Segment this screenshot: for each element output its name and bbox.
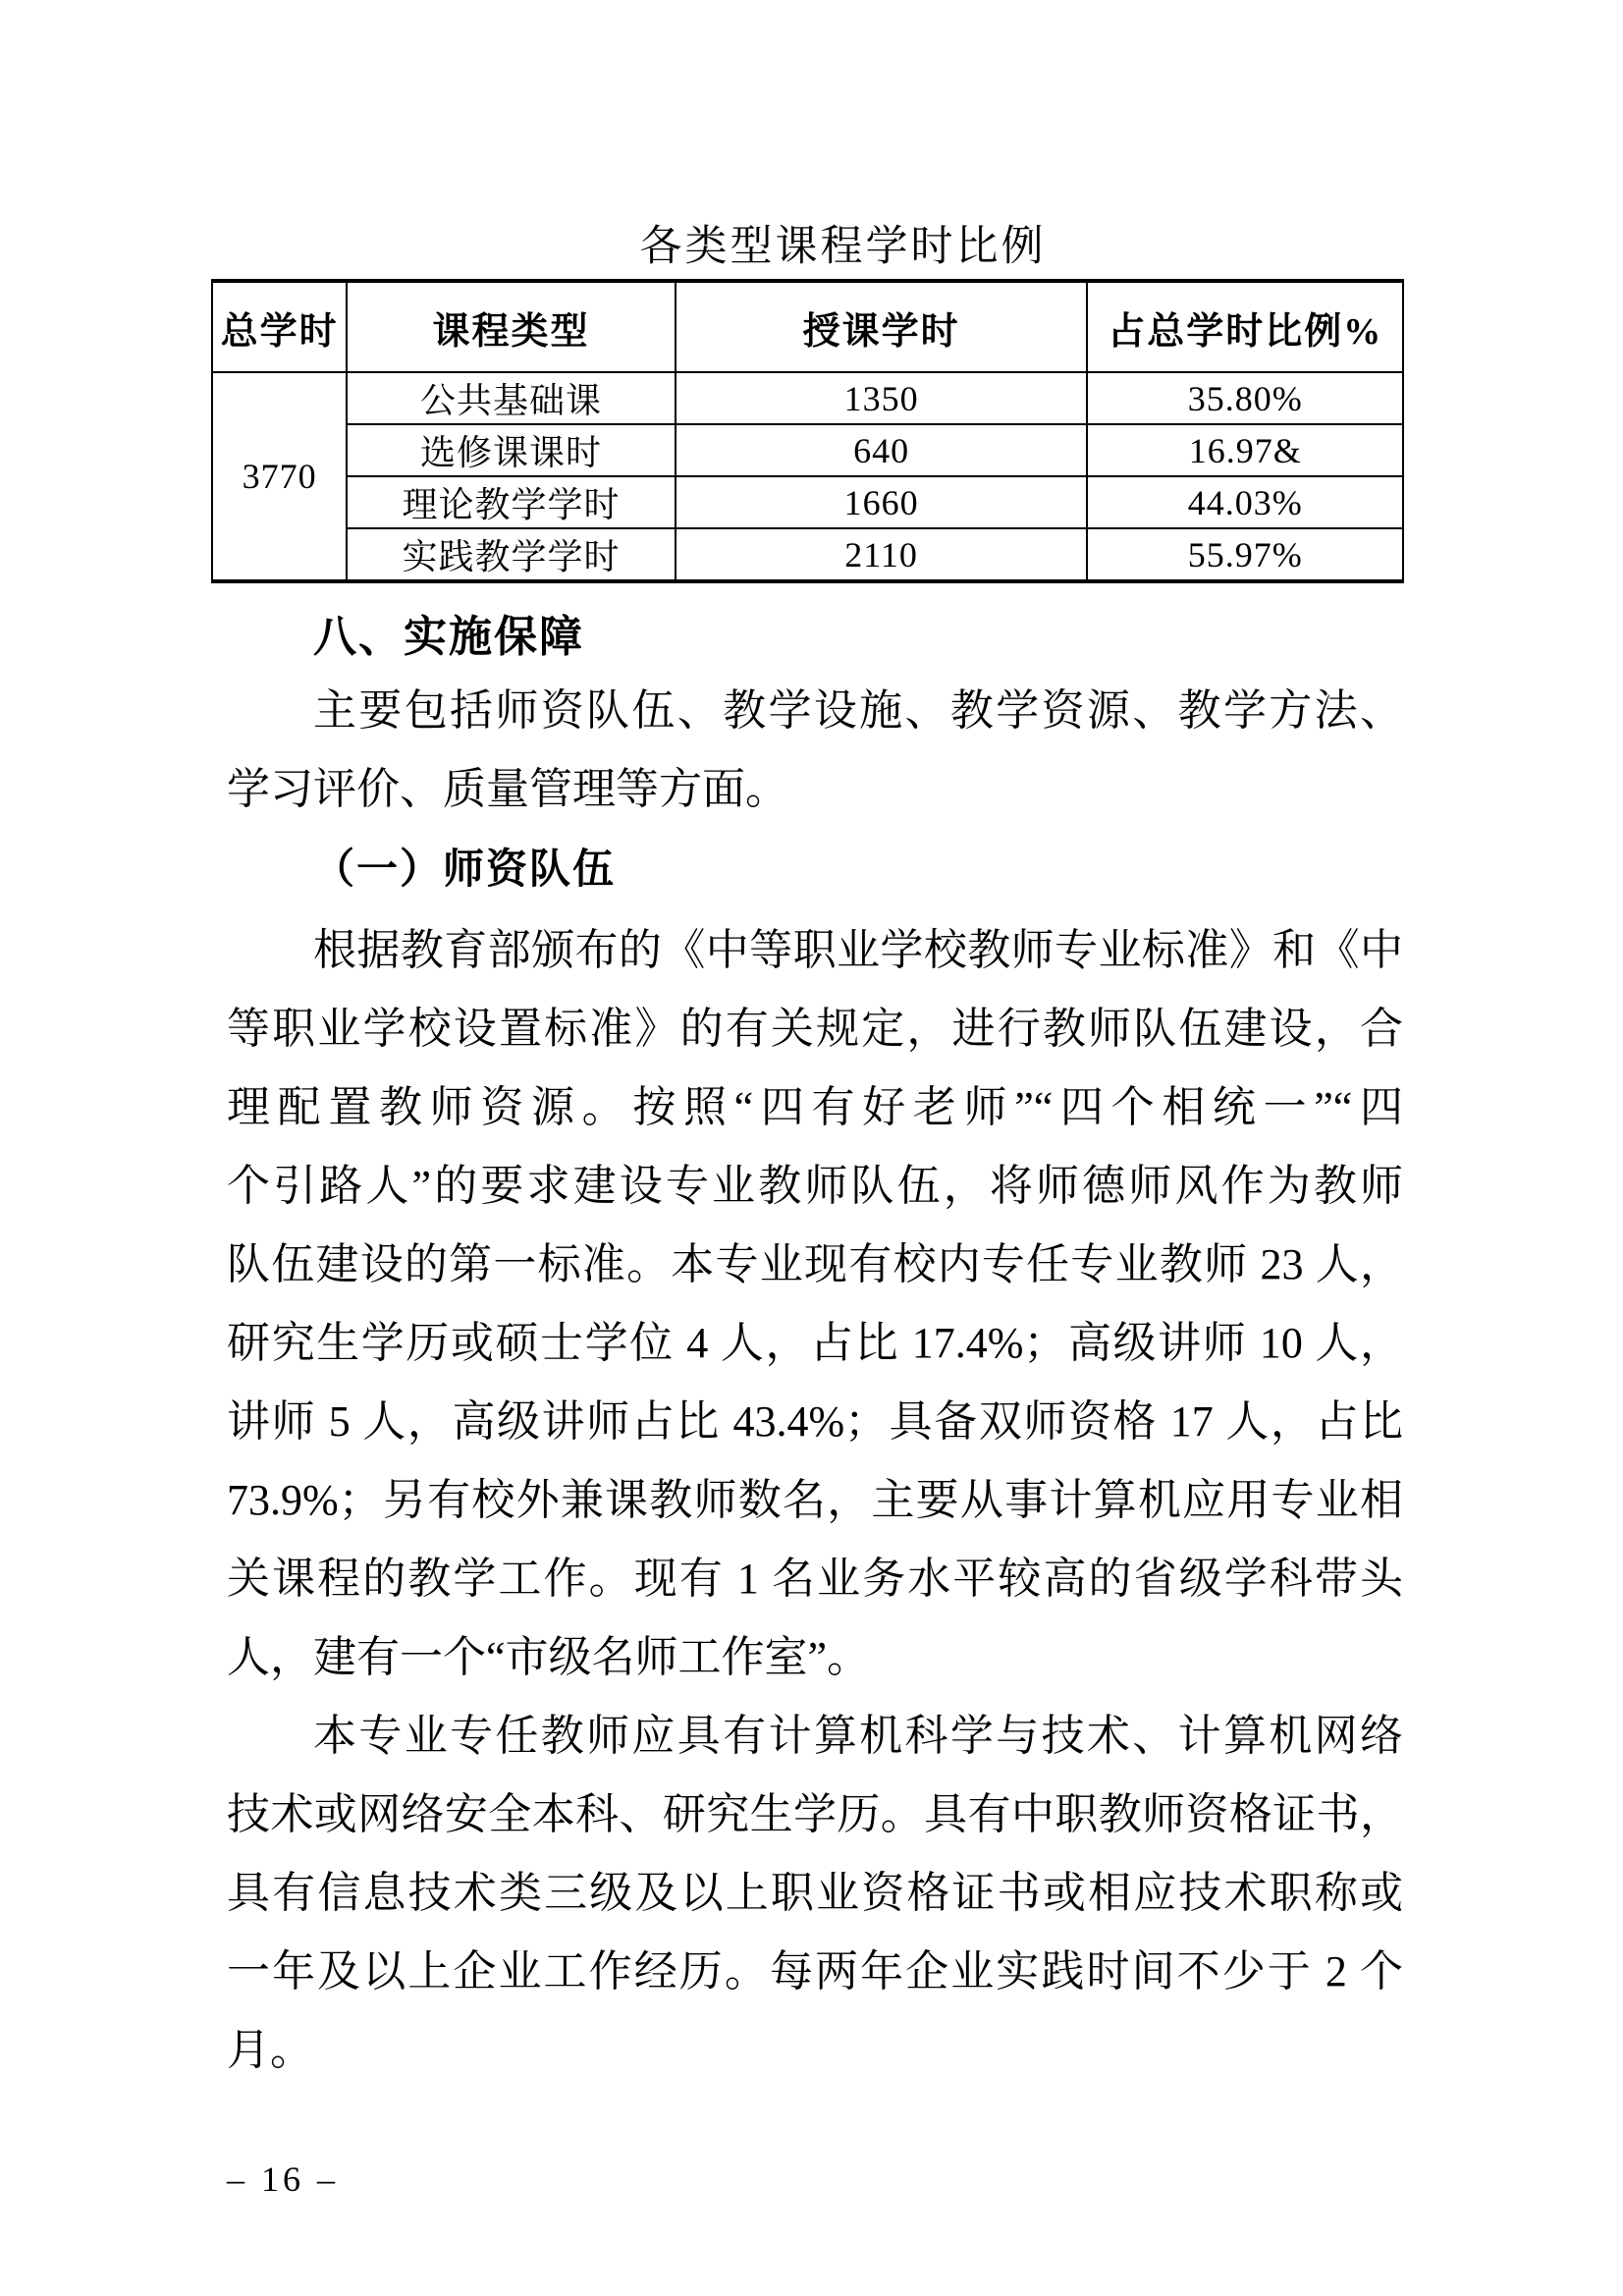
course-hours-table [211,279,1404,583]
table-row [212,424,1403,476]
total-hours-cell: 3770 [212,372,347,581]
text-line: 个引路人”的要求建设专业教师队伍，将师德师风作为教师 [227,1162,1403,1210]
course-type-cell: 公共基础课 [347,372,676,424]
hours-cell: 1660 [676,476,1088,528]
header-percentage: 占总学时比例% [1087,281,1403,372]
header-course-type: 课程类型 [347,281,676,372]
table-header-row [212,281,1403,372]
text-line: 等职业学校设置标准》的有关规定，进行教师队伍建设，合 [227,1005,1403,1053]
table-row [212,476,1403,528]
text-line: 月。 [227,2026,313,2074]
text-line: 根据教育部颁布的《中等职业学校教师专业标准》和《中 [313,926,1403,974]
text-line: 一年及以上企业工作经历。每两年企业实践时间不少于 2 个 [227,1947,1403,1995]
text-line: 队伍建设的第一标准。本专业现有校内专任专业教师 23 人， [227,1240,1403,1288]
table-title: 各类型课程学时比例 [639,224,1047,270]
section-heading-implementation: 八、实施保障 [313,613,584,661]
text-line: 具有信息技术类三级及以上职业资格证书或相应技术职称或 [227,1869,1403,1917]
ratio-cell: 55.97% [1087,528,1403,581]
subsection-heading-teachers: （一）师资队伍 [313,846,617,892]
intro-paragraph [227,672,1403,829]
header-total-hours: 总学时 [212,281,347,372]
ratio-cell: 16.97& [1087,424,1403,476]
text-line: 73.9%；另有校外兼课教师数名，主要从事计算机应用专业相 [227,1476,1403,1524]
text-line: 理配置教师资源。按照“四有好老师”“四个相统一”“四 [227,1083,1403,1131]
text-line: 研究生学历或硕士学位 4 人，占比 17.4%；高级讲师 10 人， [227,1319,1403,1367]
header-teaching-hours: 授课学时 [676,281,1088,372]
teachers-paragraph [227,911,1403,1697]
table-row [212,372,1403,424]
ratio-cell: 44.03% [1087,476,1403,528]
course-type-cell: 实践教学学时 [347,528,676,581]
text-line: 讲师 5 人，高级讲师占比 43.4%；具备双师资格 17 人，占比 [227,1397,1403,1446]
course-type-cell: 选修课课时 [347,424,676,476]
page-number: – 16 – [227,2159,339,2199]
text-line: 主要包括师资队伍、教学设施、教学资源、教学方法、 [313,686,1403,735]
body-text [227,672,1403,2090]
text-line: 技术或网络安全本科、研究生学历。具有中职教师资格证书， [227,1790,1403,1838]
text-line: 关课程的教学工作。现有 1 名业务水平较高的省级学科带头 [227,1555,1403,1603]
table-row [212,528,1403,581]
qualification-paragraph [227,1697,1403,2090]
text-line: 本专业专任教师应具有计算机科学与技术、计算机网络 [313,1712,1403,1760]
hours-cell: 640 [676,424,1088,476]
ratio-cell: 35.80% [1087,372,1403,424]
hours-cell: 1350 [676,372,1088,424]
hours-cell: 2110 [676,528,1088,581]
course-type-cell: 理论教学学时 [347,476,676,528]
text-line: 人，建有一个“市级名师工作室”。 [227,1633,871,1681]
text-line: 学习评价、质量管理等方面。 [227,765,788,813]
